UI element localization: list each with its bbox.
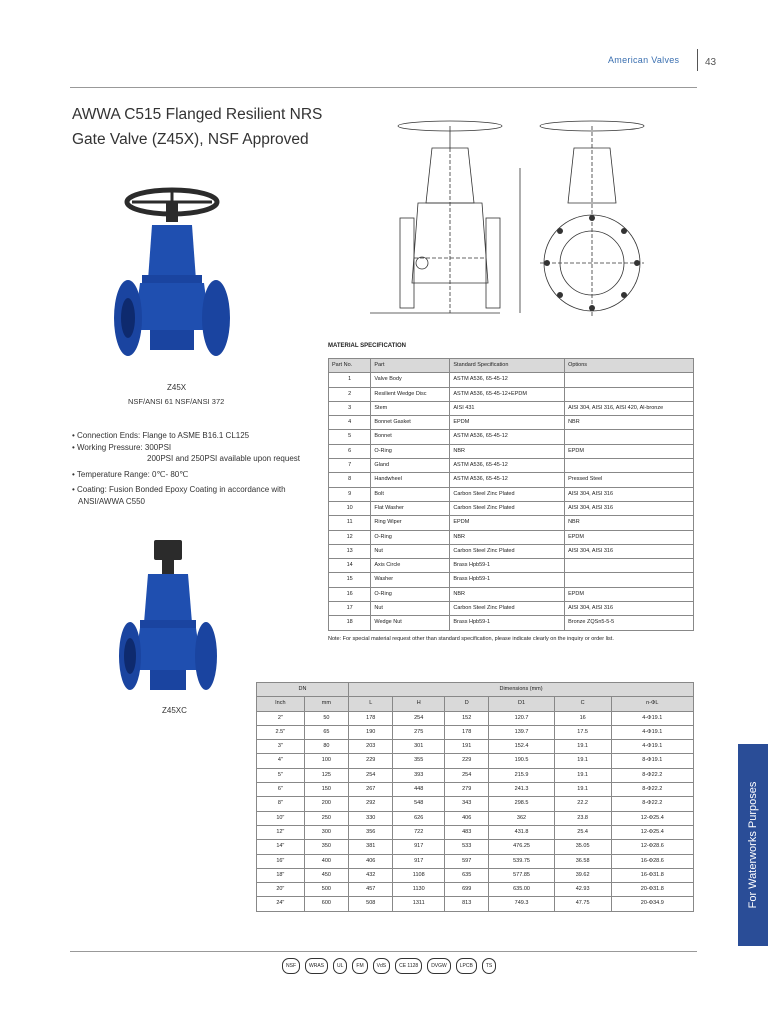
material-cell: NBR bbox=[565, 416, 694, 430]
dimension-cell: 533 bbox=[445, 840, 489, 854]
material-cell bbox=[565, 573, 694, 587]
dimension-cell: 539.75 bbox=[489, 854, 554, 868]
spec-item: • Connection Ends: Flange to ASME B16.1 CL125 bbox=[72, 431, 250, 440]
material-cell: O-Ring bbox=[371, 444, 450, 458]
material-cell: AISI 304, AISI 316 bbox=[565, 602, 694, 616]
model-caption-z45x: Z45X bbox=[167, 383, 187, 392]
dimension-cell: 5" bbox=[257, 768, 305, 782]
dimension-row bbox=[257, 725, 694, 739]
material-header-cell: Standard Specification bbox=[450, 359, 565, 373]
material-cell: AISI 304, AISI 316 bbox=[565, 487, 694, 501]
dimension-cell: 699 bbox=[445, 883, 489, 897]
header-rule bbox=[70, 87, 697, 88]
material-cell: Axis Circle bbox=[371, 559, 450, 573]
dimension-cell: 8" bbox=[257, 797, 305, 811]
dn-header: DN bbox=[257, 683, 349, 697]
dimension-cell: 16" bbox=[257, 854, 305, 868]
dimension-cell: 20-Φ34.9 bbox=[611, 897, 693, 911]
material-cell: ASTM A536, 65-45-12 bbox=[450, 473, 565, 487]
material-note: Note: For special material request other than standard specification, please indicate clearly on the inquiry or order list. bbox=[328, 636, 614, 642]
dimension-cell: 4-Φ19.1 bbox=[611, 725, 693, 739]
page-number: 43 bbox=[705, 57, 717, 68]
material-cell: 13 bbox=[329, 544, 371, 558]
dimension-cell: 139.7 bbox=[489, 725, 554, 739]
dimension-cell: 8-Φ22.2 bbox=[611, 797, 693, 811]
dimension-cell: 22.2 bbox=[554, 797, 611, 811]
dimension-cell: 1108 bbox=[393, 868, 445, 882]
material-cell: 7 bbox=[329, 459, 371, 473]
material-cell: Nut bbox=[371, 544, 450, 558]
material-cell: 11 bbox=[329, 516, 371, 530]
dimension-cell: 150 bbox=[304, 783, 348, 797]
dimension-row bbox=[257, 854, 694, 868]
dimension-row bbox=[257, 740, 694, 754]
model-caption-z45xc: Z45XC bbox=[162, 706, 187, 715]
dimension-cell: 254 bbox=[349, 768, 393, 782]
dimension-cell: 120.7 bbox=[489, 711, 554, 725]
dimension-cell: 4-Φ19.1 bbox=[611, 740, 693, 754]
dimension-cell: 300 bbox=[304, 825, 348, 839]
material-cell: O-Ring bbox=[371, 530, 450, 544]
spec-item: • Coating: Fusion Bonded Epoxy Coating in accordance with bbox=[72, 485, 286, 494]
dimension-row bbox=[257, 868, 694, 882]
dimension-cell: 8-Φ19.1 bbox=[611, 754, 693, 768]
dimension-row bbox=[257, 883, 694, 897]
certification-logo: TS bbox=[482, 958, 496, 974]
dimension-cell: 406 bbox=[349, 854, 393, 868]
material-cell: Handwheel bbox=[371, 473, 450, 487]
material-row bbox=[329, 459, 694, 473]
valve-z45x-image bbox=[110, 180, 235, 380]
material-cell: ASTM A536, 65-45-12+EPDM bbox=[450, 387, 565, 401]
material-cell: 3 bbox=[329, 401, 371, 415]
material-cell: 12 bbox=[329, 530, 371, 544]
dimension-cell: 39.62 bbox=[554, 868, 611, 882]
dimension-cell: 80 bbox=[304, 740, 348, 754]
dimension-cell: 355 bbox=[393, 754, 445, 768]
material-cell: ASTM A536, 65-45-12 bbox=[450, 430, 565, 444]
material-cell: 16 bbox=[329, 587, 371, 601]
valve-z45xc-image bbox=[118, 538, 218, 703]
spec-item: • Working Pressure: 300PSI bbox=[72, 442, 172, 452]
dimension-cell: 100 bbox=[304, 754, 348, 768]
dimension-cell: 749.3 bbox=[489, 897, 554, 911]
material-cell: EPDM bbox=[450, 416, 565, 430]
material-cell bbox=[565, 373, 694, 387]
dimension-cell: 2" bbox=[257, 711, 305, 725]
material-row bbox=[329, 473, 694, 487]
material-cell: NBR bbox=[450, 444, 565, 458]
material-spec-table bbox=[328, 358, 694, 631]
dimension-cell: 203 bbox=[349, 740, 393, 754]
dimension-cell: 152.4 bbox=[489, 740, 554, 754]
dimension-cell: 229 bbox=[445, 754, 489, 768]
material-cell: 8 bbox=[329, 473, 371, 487]
dimension-subheader-cell: C bbox=[554, 697, 611, 711]
material-cell: AISI 304, AISI 316, AISI 420, Al-bronze bbox=[565, 401, 694, 415]
dimension-cell: 25.4 bbox=[554, 825, 611, 839]
dimension-cell: 597 bbox=[445, 854, 489, 868]
dimension-cell: 190.5 bbox=[489, 754, 554, 768]
material-cell: EPDM bbox=[565, 587, 694, 601]
certification-logo: LPCB bbox=[456, 958, 477, 974]
dimension-cell: 350 bbox=[304, 840, 348, 854]
material-cell: Gland bbox=[371, 459, 450, 473]
material-cell: Flat Washer bbox=[371, 501, 450, 515]
dimension-cell: 483 bbox=[445, 825, 489, 839]
material-cell: Brass Hpb59-1 bbox=[450, 559, 565, 573]
dimension-subheader-cell: D bbox=[445, 697, 489, 711]
material-cell: Carbon Steel Zinc Plated bbox=[450, 544, 565, 558]
dimension-cell: 343 bbox=[445, 797, 489, 811]
dimension-row bbox=[257, 768, 694, 782]
material-row bbox=[329, 401, 694, 415]
dimension-cell: 400 bbox=[304, 854, 348, 868]
material-row bbox=[329, 487, 694, 501]
material-header-cell: Part bbox=[371, 359, 450, 373]
dimension-cell: 125 bbox=[304, 768, 348, 782]
dimension-cell: 4" bbox=[257, 754, 305, 768]
certification-logo: CE 1128 bbox=[395, 958, 422, 974]
dimension-cell: 450 bbox=[304, 868, 348, 882]
dimension-cell: 19.1 bbox=[554, 768, 611, 782]
certification-logos bbox=[282, 958, 496, 974]
dimension-cell: 577.85 bbox=[489, 868, 554, 882]
footer-rule bbox=[70, 951, 697, 952]
dimension-cell: 16-Φ31.8 bbox=[611, 868, 693, 882]
dimension-row bbox=[257, 797, 694, 811]
dimension-cell: 18" bbox=[257, 868, 305, 882]
dimension-subheader-cell: H bbox=[393, 697, 445, 711]
dimension-cell: 254 bbox=[393, 711, 445, 725]
certification-logo: NSF bbox=[282, 958, 300, 974]
material-cell: Wedge Nut bbox=[371, 616, 450, 630]
material-cell: 9 bbox=[329, 487, 371, 501]
material-row bbox=[329, 559, 694, 573]
dimension-cell: 200 bbox=[304, 797, 348, 811]
technical-drawing bbox=[370, 108, 660, 328]
spec-list bbox=[72, 430, 300, 507]
material-row bbox=[329, 430, 694, 444]
material-row bbox=[329, 516, 694, 530]
dimension-cell: 393 bbox=[393, 768, 445, 782]
dimension-cell: 917 bbox=[393, 854, 445, 868]
dimension-cell: 431.8 bbox=[489, 825, 554, 839]
dimension-cell: 215.9 bbox=[489, 768, 554, 782]
material-cell: Carbon Steel Zinc Plated bbox=[450, 501, 565, 515]
material-cell: ASTM A536, 65-45-12 bbox=[450, 373, 565, 387]
dimension-cell: 500 bbox=[304, 883, 348, 897]
material-cell: 1 bbox=[329, 373, 371, 387]
material-cell: 2 bbox=[329, 387, 371, 401]
material-row bbox=[329, 444, 694, 458]
material-cell: Stem bbox=[371, 401, 450, 415]
material-cell: EPDM bbox=[565, 530, 694, 544]
spec-item: • Temperature Range: 0℃- 80℃ bbox=[72, 469, 189, 479]
dimension-cell: 8-Φ22.2 bbox=[611, 783, 693, 797]
dimension-cell: 508 bbox=[349, 897, 393, 911]
dimension-cell: 298.5 bbox=[489, 797, 554, 811]
material-cell: Brass Hpb59-1 bbox=[450, 573, 565, 587]
certification-logo: VdS bbox=[373, 958, 390, 974]
dimension-cell: 20-Φ31.8 bbox=[611, 883, 693, 897]
material-cell bbox=[565, 387, 694, 401]
material-cell: Brass Hpb59-1 bbox=[450, 616, 565, 630]
material-header-cell: Part No. bbox=[329, 359, 371, 373]
dimension-cell: 292 bbox=[349, 797, 393, 811]
dimension-cell: 250 bbox=[304, 811, 348, 825]
dimension-cell: 548 bbox=[393, 797, 445, 811]
material-cell: AISI 304, AISI 316 bbox=[565, 501, 694, 515]
page-title bbox=[72, 102, 322, 152]
material-cell: Carbon Steel Zinc Plated bbox=[450, 602, 565, 616]
dimension-cell: 254 bbox=[445, 768, 489, 782]
dimension-cell: 476.25 bbox=[489, 840, 554, 854]
material-row bbox=[329, 616, 694, 630]
material-cell: 4 bbox=[329, 416, 371, 430]
dimensions-table bbox=[256, 682, 694, 912]
material-spec-title: MATERIAL SPECIFICATION bbox=[328, 343, 406, 349]
material-row bbox=[329, 544, 694, 558]
material-cell: Bonnet bbox=[371, 430, 450, 444]
dimension-cell: 12-Φ25.4 bbox=[611, 825, 693, 839]
material-row bbox=[329, 573, 694, 587]
dimension-cell: 190 bbox=[349, 725, 393, 739]
dimension-cell: 65 bbox=[304, 725, 348, 739]
material-cell: EPDM bbox=[450, 516, 565, 530]
dimension-cell: 20" bbox=[257, 883, 305, 897]
side-tab-label: For Waterworks Purposes bbox=[747, 781, 759, 909]
dimension-cell: 23.8 bbox=[554, 811, 611, 825]
certification-logo: FM bbox=[352, 958, 367, 974]
dimension-row bbox=[257, 840, 694, 854]
material-cell: O-Ring bbox=[371, 587, 450, 601]
dimension-cell: 381 bbox=[349, 840, 393, 854]
material-cell bbox=[565, 559, 694, 573]
dimension-cell: 635 bbox=[445, 868, 489, 882]
dimension-cell: 50 bbox=[304, 711, 348, 725]
dimension-cell: 14" bbox=[257, 840, 305, 854]
dimension-cell: 19.1 bbox=[554, 754, 611, 768]
dimension-cell: 301 bbox=[393, 740, 445, 754]
dimension-cell: 152 bbox=[445, 711, 489, 725]
certification-logo: DVGW bbox=[427, 958, 451, 974]
dimension-cell: 3" bbox=[257, 740, 305, 754]
dimension-cell: 457 bbox=[349, 883, 393, 897]
material-cell: Carbon Steel Zinc Plated bbox=[450, 487, 565, 501]
material-cell: 10 bbox=[329, 501, 371, 515]
material-row bbox=[329, 602, 694, 616]
dimension-cell: 178 bbox=[445, 725, 489, 739]
material-row bbox=[329, 530, 694, 544]
title-line-1: AWWA C515 Flanged Resilient NRS bbox=[72, 106, 323, 123]
dimension-cell: 191 bbox=[445, 740, 489, 754]
material-cell: Pressed Steel bbox=[565, 473, 694, 487]
material-cell: 14 bbox=[329, 559, 371, 573]
side-tab bbox=[738, 744, 768, 946]
material-cell: ASTM A536, 65-45-12 bbox=[450, 459, 565, 473]
dimension-cell: 8-Φ22.2 bbox=[611, 768, 693, 782]
dimension-row bbox=[257, 897, 694, 911]
material-cell: Resilient Wedge Disc bbox=[371, 387, 450, 401]
cert-caption-z45x: NSF/ANSI 61 NSF/ANSI 372 bbox=[128, 397, 225, 406]
dimension-subheader-cell: mm bbox=[304, 697, 348, 711]
title-line-2: Gate Valve (Z45X), NSF Approved bbox=[72, 131, 309, 148]
material-cell: NBR bbox=[565, 516, 694, 530]
dimension-cell: 19.1 bbox=[554, 740, 611, 754]
dimension-cell: 626 bbox=[393, 811, 445, 825]
dimension-row bbox=[257, 783, 694, 797]
material-header-cell: Options bbox=[565, 359, 694, 373]
dimension-cell: 35.05 bbox=[554, 840, 611, 854]
dimension-cell: 2.5" bbox=[257, 725, 305, 739]
dimension-cell: 635.00 bbox=[489, 883, 554, 897]
dimension-cell: 17.5 bbox=[554, 725, 611, 739]
material-cell bbox=[565, 459, 694, 473]
material-cell: 17 bbox=[329, 602, 371, 616]
dimension-cell: 1311 bbox=[393, 897, 445, 911]
material-cell: NBR bbox=[450, 587, 565, 601]
dimension-cell: 448 bbox=[393, 783, 445, 797]
dimension-cell: 12-Φ28.6 bbox=[611, 840, 693, 854]
material-cell: 5 bbox=[329, 430, 371, 444]
certification-logo: WRAS bbox=[305, 958, 328, 974]
material-row bbox=[329, 587, 694, 601]
dimension-cell: 1130 bbox=[393, 883, 445, 897]
dimension-cell: 600 bbox=[304, 897, 348, 911]
dimension-cell: 813 bbox=[445, 897, 489, 911]
material-cell bbox=[565, 430, 694, 444]
material-cell: AISI 304, AISI 316 bbox=[565, 544, 694, 558]
header-separator bbox=[697, 49, 698, 71]
dimension-cell: 16 bbox=[554, 711, 611, 725]
dimension-subheader-cell: L bbox=[349, 697, 393, 711]
dimension-cell: 47.75 bbox=[554, 897, 611, 911]
material-cell: AISI 431 bbox=[450, 401, 565, 415]
dimension-row bbox=[257, 825, 694, 839]
dimension-cell: 178 bbox=[349, 711, 393, 725]
material-row bbox=[329, 501, 694, 515]
material-cell: Bolt bbox=[371, 487, 450, 501]
dimension-subheader-cell: Inch bbox=[257, 697, 305, 711]
material-row bbox=[329, 387, 694, 401]
dimension-row bbox=[257, 811, 694, 825]
material-cell: Washer bbox=[371, 573, 450, 587]
dimension-cell: 267 bbox=[349, 783, 393, 797]
dimension-cell: 10" bbox=[257, 811, 305, 825]
spec-item: 200PSI and 250PSI available upon request bbox=[147, 454, 301, 463]
dimension-cell: 722 bbox=[393, 825, 445, 839]
material-cell: EPDM bbox=[565, 444, 694, 458]
dimensions-header: Dimensions (mm) bbox=[349, 683, 694, 697]
material-cell: 18 bbox=[329, 616, 371, 630]
dimension-cell: 6" bbox=[257, 783, 305, 797]
dimension-cell: 917 bbox=[393, 840, 445, 854]
dimension-cell: 356 bbox=[349, 825, 393, 839]
dimension-cell: 42.93 bbox=[554, 883, 611, 897]
dimension-cell: 19.1 bbox=[554, 783, 611, 797]
dimension-cell: 24" bbox=[257, 897, 305, 911]
material-cell: Ring Wiper bbox=[371, 516, 450, 530]
dimension-cell: 279 bbox=[445, 783, 489, 797]
dimension-cell: 330 bbox=[349, 811, 393, 825]
dimension-row bbox=[257, 711, 694, 725]
material-cell: 6 bbox=[329, 444, 371, 458]
material-cell: Valve Body bbox=[371, 373, 450, 387]
material-row bbox=[329, 373, 694, 387]
dimension-cell: 12" bbox=[257, 825, 305, 839]
material-cell: 15 bbox=[329, 573, 371, 587]
dimension-subheader-cell: n-ΦL bbox=[611, 697, 693, 711]
dimension-row bbox=[257, 754, 694, 768]
dimension-cell: 432 bbox=[349, 868, 393, 882]
material-row bbox=[329, 416, 694, 430]
dimension-cell: 36.58 bbox=[554, 854, 611, 868]
material-cell: NBR bbox=[450, 530, 565, 544]
dimension-cell: 275 bbox=[393, 725, 445, 739]
dimension-cell: 12-Φ25.4 bbox=[611, 811, 693, 825]
material-cell: Nut bbox=[371, 602, 450, 616]
dimension-cell: 16-Φ28.6 bbox=[611, 854, 693, 868]
dimension-cell: 4-Φ19.1 bbox=[611, 711, 693, 725]
certification-logo: UL bbox=[333, 958, 347, 974]
material-cell: Bronze ZQSn5-5-5 bbox=[565, 616, 694, 630]
header-brand: American Valves bbox=[608, 55, 680, 65]
dimension-cell: 229 bbox=[349, 754, 393, 768]
dimension-cell: 362 bbox=[489, 811, 554, 825]
material-cell: Bonnet Gasket bbox=[371, 416, 450, 430]
dimension-subheader-cell: D1 bbox=[489, 697, 554, 711]
dimension-cell: 241.3 bbox=[489, 783, 554, 797]
dimension-cell: 406 bbox=[445, 811, 489, 825]
spec-item: ANSI/AWWA C550 bbox=[78, 496, 145, 506]
